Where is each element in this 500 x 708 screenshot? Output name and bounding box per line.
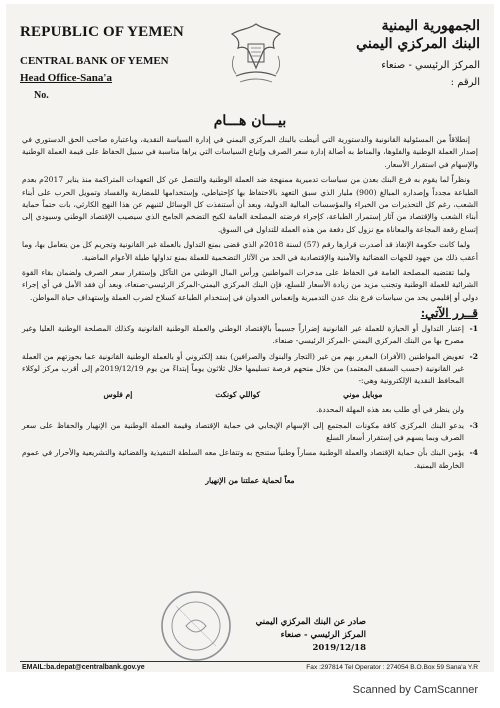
closing-slogan: معاً لحماية عملتنا من الإنهيار <box>205 476 295 486</box>
paragraph: ونظراً لما يقوم به فرع البنك بعدن من سياسات تدميرية ممنهجة ضد العملة الوطنية والتنصل عن كل التعهدات المتراكمة منذ يناير 2017م بعدم الطباعة مجدداً وإصداره المبالغ (900) مليار الذي سبق التعهد بالاحتفاظ بها كإحتياطي، وإستخدامها للمضاربة والفساد وتمويل الحرب على أبناء الشعب، رغم كل التحذيرات من الخبراء والمؤسسات المالية الدولية، وبعد أن أستنفذت كل الوسائل لثنيهم عن هذا النهج الكارثي، بات حتماً حماية أبناء الشعب والإقتصاد من آثار إستمرار الطباعة، كإجراء فرضته المصلحة العامة لكبح التضخم الجامح الذي سيصيب الإقتصاد الوطني وسيودي إلى إتساع رقعة المجاعة والمعاناة مع نزول كل دفعة من هذه العملة للتداول في السوق. <box>22 175 478 234</box>
item-number: 3- <box>469 420 478 430</box>
statement-body <box>22 134 478 488</box>
issue-date: 2019/12/18 <box>312 643 366 653</box>
footer-divider <box>20 661 480 662</box>
republic-title-ar: الجمهورية اليمنية <box>381 18 480 34</box>
reference-number-en: No. <box>34 90 49 101</box>
wallet-name: إم فلوس <box>103 389 133 399</box>
item-number: 1- <box>469 323 478 333</box>
yemen-eagle-emblem-icon <box>218 16 294 92</box>
issuer-office: المركز الرئيسي - صنعاء <box>280 630 366 640</box>
item-text: إعتبار التداول أو الحيازة للعملة غير القانونية إضراراً جسيماً بالإقتصاد الوطني والعملة الوطنية القانونية وكذلك المصلحة الوطنية العليا وغير مصرح بها من البنك المركزي اليمني -المركز الرئيسي- صنعاء. <box>22 323 464 346</box>
footer <box>22 664 478 671</box>
document-page <box>6 4 494 672</box>
republic-title-en: REPUBLIC OF YEMEN <box>20 24 184 40</box>
item-text: يدعو البنك المركزي كافة مكونات المجتمع إلى الإسهام الإيجابي في حماية الإقتصاد وقيمة العملة الوطنية من الإنهيار والحفاظ على سعر الصرف وبما يسهم في إستقرار أسعار السلع <box>22 420 464 442</box>
statement-title: بيـــان هـــام <box>213 113 287 129</box>
wallet-name: موبايل موني <box>343 389 383 399</box>
bank-name-en: CENTRAL BANK OF YEMEN <box>20 55 169 67</box>
paragraph: ولما كانت حكومة الإنقاذ قد أصدرت قرارها رقم (57) لسنة 2018م الذي قضى بمنع التداول بالعملة غير القانونية وتجريم كل من يتعامل بها، وما أعقب ذلك من جهود للجهات القضائية والأمنية والإقتصادية في الحد من الآثار التضخمية للعملة بمنع تداولها طيلة الأعوام الماضية. <box>22 240 478 262</box>
decision-item <box>22 351 478 417</box>
paragraph: ولما تقتضيه المصلحة العامة في الحفاظ على مدخرات المواطنين ورأس المال الوطني من التآكل وإستقرار سعر الصرف ولضمان بقاء القوة الشرائية للعملة الوطنية وتجنب مزيد من زيادة الأسعار للسلع، فإن البنك المركزي اليمني-المركز الرئيسي-صنعاء، وبعد أن فقد الأمل في أي إجراء دولي أو إقليمي يحد من سياسات فرع بنك عدن التدميرية وإنغماس العدوان في إستخدام الطباعة كسلاح لضرب العملة وإستهداف حياة المواطن. <box>22 268 478 302</box>
scanner-watermark: Scanned by CamScanner <box>352 684 478 696</box>
decision-heading: قــرر الآتي: <box>420 306 478 321</box>
wallet-list <box>22 389 464 401</box>
arabic-letterhead <box>320 18 480 88</box>
paragraph: إنطلاقاً من المسئولية القانونية والدستورية التي أنيطت بالبنك المركزي اليمني في إدارة السياسة النقدية، وباعتباره صاحب الحق الدستوري في إصدار العملة الوطنية والفلوها، والمناط به أصالة إدارة سعر الصرف وإتباع السياسات التي يراها مناسبة في سبيل الحفاظ على قيمة العملة الوطنية والإسهام في استقرار الأسعار. <box>22 135 478 169</box>
item-number: 2- <box>469 351 478 361</box>
footer-contacts: Fax :297814 Tel Operator : 274054 B.O.Box 59 Sana'a Y.R <box>306 664 478 671</box>
wallet-name: كواللي كونكت <box>215 389 261 399</box>
english-letterhead <box>20 24 210 101</box>
decision-item <box>22 323 478 348</box>
reference-number-ar: الرقم : <box>450 77 480 88</box>
item-number: 4- <box>469 448 478 458</box>
office-name-en: Head Office-Sana'a <box>20 72 112 84</box>
decision-item <box>22 447 478 472</box>
bank-name-ar: البنك المركزي اليمني <box>356 36 480 52</box>
signature-block <box>146 616 366 655</box>
issuer-line: صادر عن البنك المركزي اليمني <box>255 617 366 627</box>
office-name-ar: المركز الرئيسي - صنعاء <box>381 60 480 71</box>
item-text: يؤمن البنك بأن حماية الإقتصاد والعملة الوطنية مساراً وطنياً ستنجح به وتتفاعل معه السلطة التنفيذية والقضائية والتشريعية والأحرار في عموم الخارطة اليمنية. <box>22 448 464 470</box>
decision-item <box>22 420 478 445</box>
item-text: تعويض المواطنين (الأفراد) المغرر بهم من غير (التجار والبنوك والصرافين) بنقد إلكتروني أو بالعملة الوطنية القانونية عما بحوزتهم من العملة غير القانونية (حسب السقف المعتمد) من خلال منحهم فرصة تسليمها خلال ثلاثون يوماً إبتداءً من يوم 2019/12/19م إلى أقرب مركز لوكلاء المحافظ النقدية الإلكترونية وهي:- <box>22 351 464 386</box>
item-note: ولن ينظر في أي طلب بعد هذه المهلة المحددة. <box>315 405 464 415</box>
footer-email[interactable]: EMAIL:ba.depat@centralbank.gov.ye <box>22 664 145 671</box>
